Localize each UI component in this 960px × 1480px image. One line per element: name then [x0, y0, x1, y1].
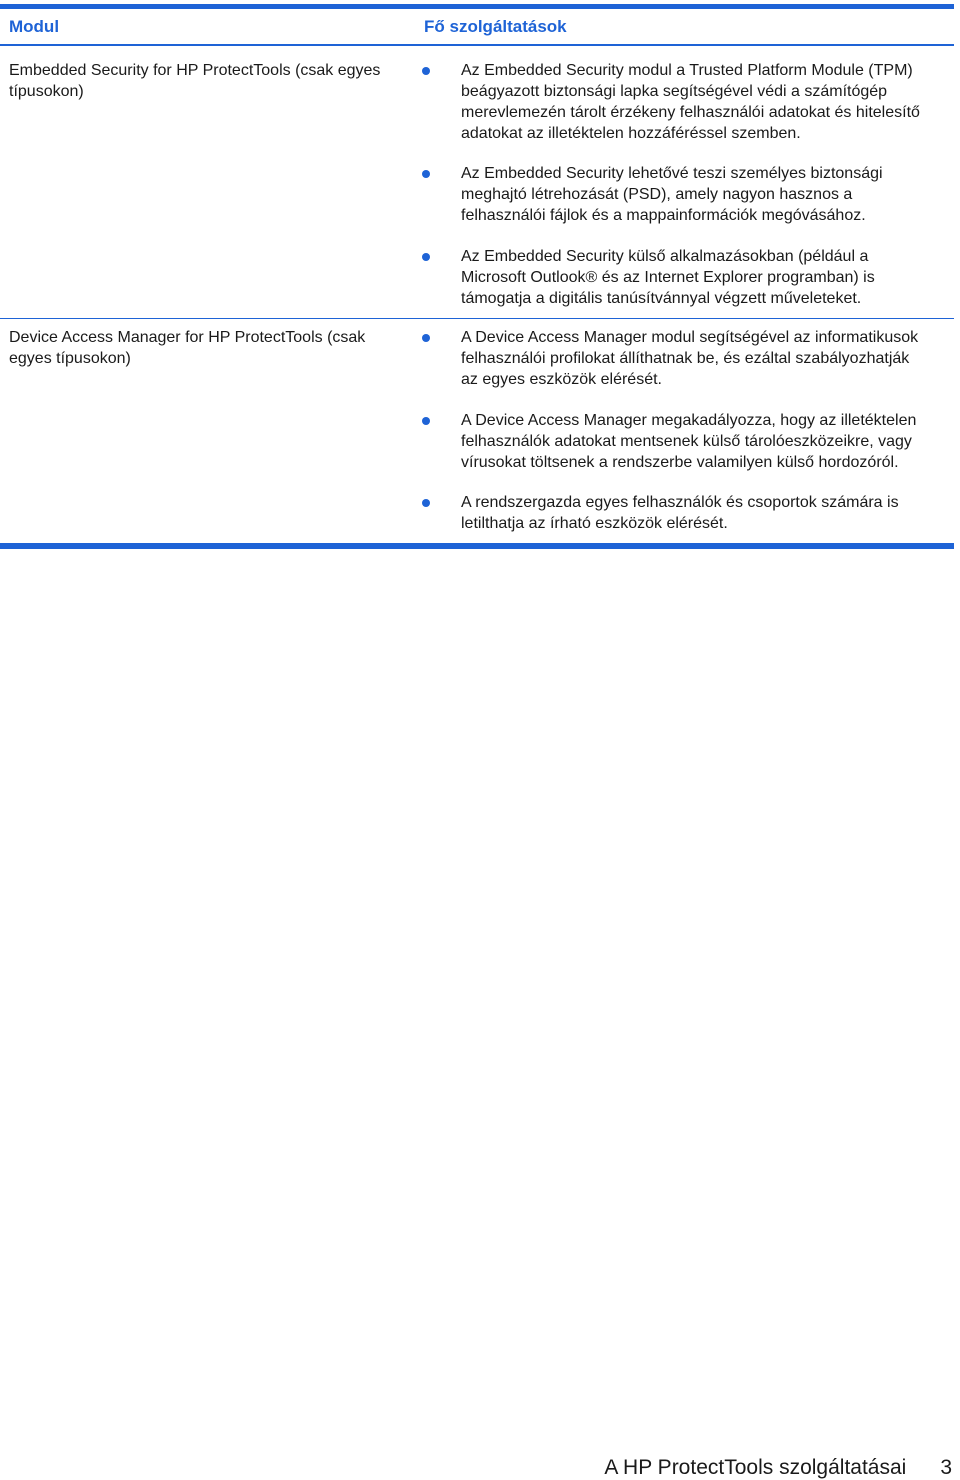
column-header-module: Modul [9, 17, 60, 36]
feature-text: A Device Access Manager modul segítségével az informatikusok felhasználói profilokat állíthatnak be, és ezáltal szabályozhatják az egyes eszközök elérését. [461, 329, 919, 388]
module-name-embedded-security: Embedded Security for HP ProtectTools (csak egyes típusokon) [9, 62, 381, 100]
bullet-dot-icon [422, 417, 430, 425]
feature-text: Az Embedded Security modul a Trusted Platform Module (TPM) beágyazott biztonsági lapka segítségével védi a számítógép merevlemezén tárolt érzékeny felhasználói adatokat és hitelesítő adatokat az illetéktelen hozzáféréssel szemben. [461, 62, 920, 142]
feature-text: A rendszergazda egyes felhasználók és csoportok számára is letilthatja az írható eszközök elérését. [461, 494, 899, 532]
table-bottom-rule [0, 543, 954, 549]
feature-text: Az Embedded Security külső alkalmazásokban (például a Microsoft Outlook® és az Internet Explorer programban) is támogatja a digitális tanúsítvánnyal végzett műveleteket. [461, 248, 875, 307]
header-rule [0, 44, 954, 46]
row-divider [0, 318, 954, 319]
bullet-dot-icon [422, 170, 430, 178]
module-name-device-access-manager: Device Access Manager for HP ProtectTools (csak egyes típusokon) [9, 329, 366, 367]
feature-text: A Device Access Manager megakadályozza, hogy az illetéktelen felhasználók adatokat mentsenek külső tárolóeszközeikre, vagy vírusokat töltsenek a rendszerbe valamilyen külső hordozóról. [461, 412, 917, 471]
bullet-dot-icon [422, 67, 430, 75]
table-top-rule [0, 4, 954, 9]
column-header-features: Fő szolgáltatások [424, 17, 567, 36]
page-number: 3 [940, 1456, 952, 1479]
bullet-dot-icon [422, 253, 430, 261]
footer-title: A HP ProtectTools szolgáltatásai [604, 1456, 907, 1479]
page-footer [604, 1456, 952, 1480]
feature-text: Az Embedded Security lehetővé teszi személyes biztonsági meghajtó létrehozását (PSD), amely nagyon hasznos a felhasználói fájlok és a mappainformációk megóvásához. [461, 165, 883, 224]
bullet-dot-icon [422, 499, 430, 507]
bullet-dot-icon [422, 334, 430, 342]
